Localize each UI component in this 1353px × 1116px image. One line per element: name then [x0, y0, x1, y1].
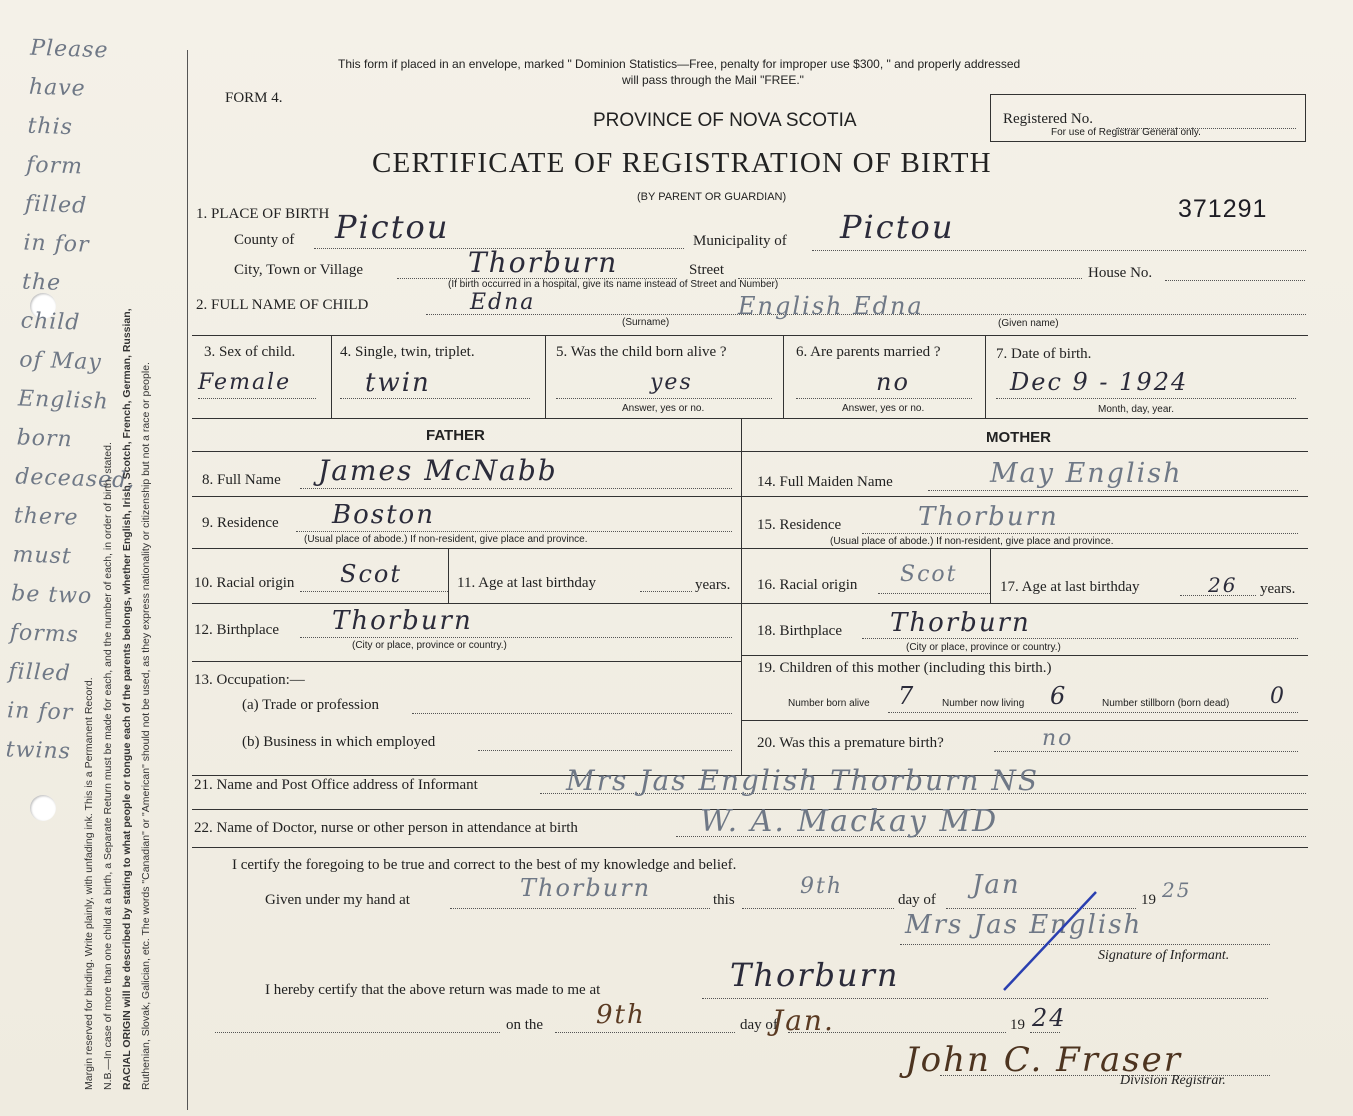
mother-res-note: (Usual place of abode.) If non-resident, give place and province. — [830, 536, 1114, 547]
parents-heading-line — [192, 451, 1308, 452]
father-heading: FATHER — [426, 427, 485, 444]
given-name-note: (Given name) — [998, 318, 1059, 329]
father-row-line-4 — [192, 661, 741, 662]
informant-value: Mrs Jas English Thorburn NS — [566, 764, 1040, 797]
alive-value: yes — [650, 370, 693, 395]
row3-divider-4 — [985, 335, 986, 418]
father-res-line — [296, 531, 732, 532]
house-label: House No. — [1088, 265, 1153, 281]
premature-line — [994, 751, 1298, 752]
punch-hole-bottom — [30, 795, 56, 821]
father-birthplace-note: (City or place, province or country.) — [352, 640, 507, 651]
registrar-place: Thorburn — [730, 956, 900, 994]
given-under-label: Given under my hand at — [265, 892, 410, 908]
born-alive-value: 7 — [898, 682, 916, 710]
dob-value: Dec 9 - 1924 — [1010, 368, 1189, 396]
street-label: Street — [689, 262, 724, 278]
province-title: PROVINCE OF NOVA SCOTIA — [593, 110, 857, 131]
single-line — [340, 398, 530, 399]
side-line-1: Margin reserved for binding. Write plainly, with unfading ink. This is a Permanent Record. — [83, 677, 95, 1090]
doctor-line — [192, 847, 1308, 848]
trade-line — [412, 713, 732, 714]
form-number: FORM 4. — [225, 90, 283, 106]
mother-row-line-5 — [741, 720, 1308, 721]
registrar-dayof-label: day of — [740, 1017, 778, 1033]
city-value: Thorburn — [468, 246, 619, 279]
side-instructions — [80, 308, 156, 1090]
mail-notice-1: This form if placed in an envelope, marked " Dominion Statistics—Free, penalty for improper use $300, " and properly addressed — [338, 57, 1021, 71]
given-month: Jan — [972, 870, 1021, 900]
mother-age-unit: years. — [1260, 581, 1296, 597]
row3-top-line — [192, 335, 1308, 336]
mother-residence: Thorburn — [918, 502, 1059, 532]
given-day-line — [742, 908, 894, 909]
informant-signature-label: Signature of Informant. — [1098, 948, 1230, 963]
registrar-signature-label: Division Registrar. — [1120, 1073, 1226, 1088]
certify-text: I certify the foregoing to be true and correct to the best of my knowledge and belief. — [232, 857, 737, 873]
hospital-note: (If birth occurred in a hospital, give its name instead of Street and Number) — [448, 279, 779, 290]
registered-label: Registered No. — [1003, 111, 1093, 127]
mother-name-line — [928, 490, 1298, 491]
sex-label: 3. Sex of child. — [204, 344, 296, 360]
registrar-day: 9th — [596, 1000, 646, 1030]
house-line — [1165, 280, 1305, 281]
father-age-line — [640, 591, 692, 592]
place-label: 1. PLACE OF BIRTH — [196, 206, 330, 222]
alive-note: Answer, yes or no. — [622, 403, 705, 414]
registrar-note: For use of Registrar General only. — [1051, 127, 1201, 138]
registrar-text: I hereby certify that the above return was made to me at — [265, 982, 601, 998]
sex-value: Female — [198, 370, 292, 395]
single-value: twin — [365, 368, 431, 398]
mother-birthplace-note: (City or place, province or country.) — [906, 642, 1061, 653]
certificate-title: CERTIFICATE OF REGISTRATION OF BIRTH — [372, 147, 992, 179]
business-label: (b) Business in which employed — [242, 734, 436, 750]
single-label: 4. Single, twin, triplet. — [340, 344, 475, 360]
mother-age-label: 17. Age at last birthday — [1000, 579, 1140, 595]
certificate-subtitle: (BY PARENT OR GUARDIAN) — [637, 191, 787, 203]
mother-race-divider — [990, 548, 991, 603]
child-name-label: 2. FULL NAME OF CHILD — [196, 297, 369, 313]
surname-note: (Surname) — [622, 317, 670, 328]
side-line-2: N.B.—In case of more than one child at a birth, a Separate Return must be made for each, and the number of each, in order of birth, stated. — [102, 442, 114, 1090]
mother-name-label: 14. Full Maiden Name — [757, 474, 893, 490]
side-line-3: RACIAL ORIGIN will be described by stating to what people or tongue each of the parents belongs, whether English, Irish, Scotch, French, German, Russian, — [121, 308, 133, 1090]
father-race-label: 10. Racial origin — [194, 575, 295, 591]
registrar-month: Jan. — [772, 1004, 835, 1037]
born-alive-label: Number born alive — [788, 698, 870, 709]
mother-age: 26 — [1208, 573, 1238, 597]
children-label: 19. Children of this mother (including this birth.) — [757, 660, 1052, 676]
father-name-label: 8. Full Name — [202, 472, 281, 488]
father-race-divider — [448, 548, 449, 603]
municipality-label: Municipality of — [693, 233, 787, 249]
given-place: Thorburn — [520, 874, 652, 902]
father-birthplace-line — [300, 637, 732, 638]
row3-divider-3 — [783, 335, 784, 418]
parents-row-line-3 — [192, 603, 1308, 604]
child-given-name: English Edna — [738, 292, 924, 320]
mail-notice-2: will pass through the Mail "FREE." — [622, 73, 804, 87]
municipality-line — [812, 250, 1306, 251]
given-year-prefix: 19 — [1141, 892, 1156, 908]
mother-race-label: 16. Racial origin — [757, 577, 858, 593]
married-line — [796, 398, 972, 399]
doctor-label: 22. Name of Doctor, nurse or other person in attendance at birth — [194, 820, 578, 836]
father-name-line — [300, 488, 732, 489]
registrar-lead-line — [215, 1032, 500, 1033]
father-birthplace: Thorburn — [332, 606, 473, 636]
registrar-day-line — [555, 1032, 735, 1033]
father-name: James McNabb — [318, 454, 558, 487]
mother-row-line-4 — [741, 655, 1308, 656]
child-surname: Edna — [470, 290, 536, 315]
county-label: County of — [234, 232, 295, 248]
father-race: Scot — [340, 560, 402, 588]
registrar-year-line — [1030, 1032, 1060, 1033]
now-living-label: Number now living — [942, 698, 1025, 709]
parents-row-line-1 — [192, 496, 1308, 497]
ink-check-mark — [1000, 886, 1100, 996]
parents-row-line-2 — [192, 548, 1308, 549]
father-res-note: (Usual place of abode.) If non-resident, give place and province. — [304, 534, 588, 545]
trade-label: (a) Trade or profession — [242, 697, 380, 713]
mother-birthplace-line — [862, 638, 1298, 639]
mother-race: Scot — [900, 562, 958, 587]
father-birthplace-label: 12. Birthplace — [194, 622, 279, 638]
mother-name: May English — [990, 458, 1183, 489]
premature-value: no — [1042, 726, 1074, 751]
father-res-label: 9. Residence — [202, 515, 279, 531]
given-dayof-label: day of — [898, 892, 936, 908]
registrar-signature: John C. Fraser — [905, 1040, 1183, 1080]
parents-divider — [741, 418, 742, 775]
registrar-on-label: on the — [506, 1017, 544, 1033]
registrar-place-line — [702, 998, 1268, 999]
row3-divider-2 — [545, 335, 546, 418]
informant-signature: Mrs Jas English — [905, 910, 1143, 940]
margin-note: Please have this form filled in for the child of May English born deceased, there must be two forms filled in for twins — [5, 35, 136, 765]
married-value: no — [876, 368, 910, 396]
mother-birthplace: Thorburn — [890, 608, 1031, 638]
dob-label: 7. Date of birth. — [996, 346, 1092, 362]
stillborn-label: Number stillborn (born dead) — [1102, 698, 1230, 709]
children-count-line — [888, 712, 1298, 713]
stillborn-value: 0 — [1270, 684, 1286, 709]
street-line — [738, 278, 1082, 279]
municipality-value: Pictou — [840, 208, 955, 246]
married-note: Answer, yes or no. — [842, 403, 925, 414]
given-this-label: this — [713, 892, 735, 908]
informant-label: 21. Name and Post Office address of Informant — [194, 777, 478, 793]
dob-note: Month, day, year. — [1098, 404, 1174, 415]
father-residence: Boston — [332, 500, 435, 530]
county-value: Pictou — [335, 208, 450, 246]
sex-line — [198, 398, 316, 399]
dob-line — [996, 398, 1296, 399]
city-label: City, Town or Village — [234, 262, 364, 278]
registered-box — [990, 94, 1306, 142]
row3-bottom-line — [192, 418, 1308, 419]
alive-label: 5. Was the child born alive ? — [556, 344, 727, 360]
doctor-value: W. A. Mackay MD — [700, 804, 999, 839]
mother-race-line — [878, 593, 990, 594]
given-year: 25 — [1162, 878, 1192, 902]
father-race-line — [300, 591, 448, 592]
side-line-4: Ruthenian, Slovak, Galician, etc. The words "Canadian" or "American" should not be used, as they express nationality or citizenship but not a race or people. — [140, 362, 152, 1090]
father-age-unit: years. — [695, 577, 731, 593]
mother-birthplace-label: 18. Birthplace — [757, 623, 842, 639]
mother-res-line — [862, 533, 1298, 534]
premature-label: 20. Was this a premature birth? — [757, 735, 944, 751]
registrar-year: 24 — [1032, 1004, 1067, 1032]
occupation-label: 13. Occupation:— — [194, 672, 305, 688]
registrar-year-prefix: 19 — [1010, 1017, 1025, 1033]
father-age-label: 11. Age at last birthday — [457, 575, 596, 591]
stamp-number: 371291 — [1178, 195, 1268, 223]
business-line — [478, 750, 732, 751]
mother-res-label: 15. Residence — [757, 517, 842, 533]
married-label: 6. Are parents married ? — [796, 344, 941, 360]
mother-heading: MOTHER — [986, 429, 1051, 446]
given-day: 9th — [800, 874, 844, 899]
binding-margin-line — [187, 50, 188, 1110]
now-living-value: 6 — [1050, 682, 1068, 710]
given-place-line — [450, 908, 710, 909]
alive-line — [556, 398, 772, 399]
row3-divider-1 — [331, 335, 332, 418]
